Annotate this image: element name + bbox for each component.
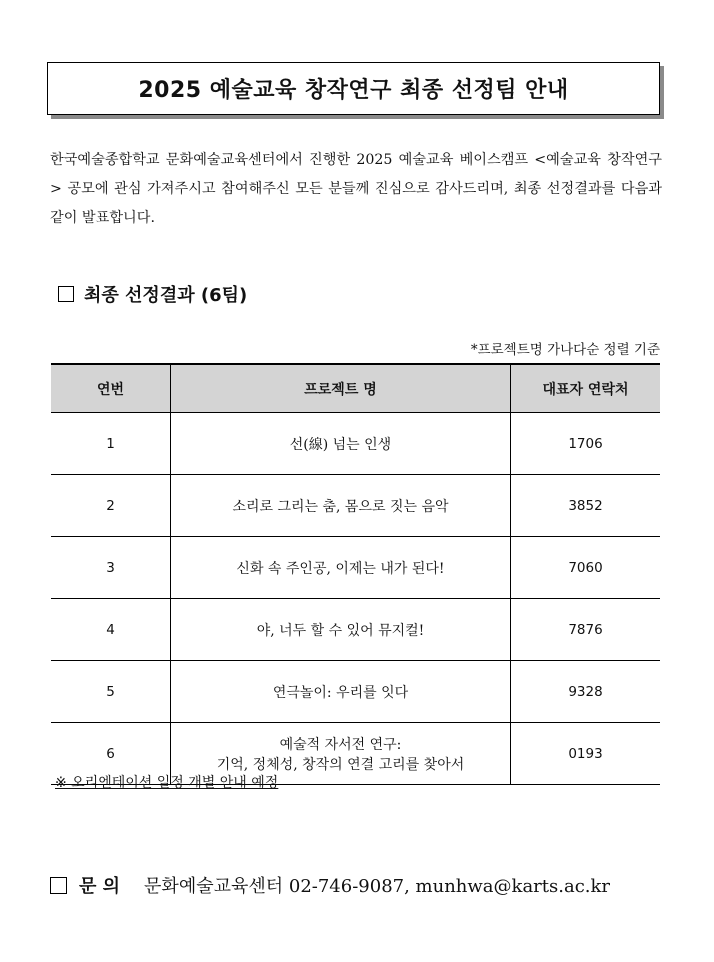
project-line-2: 기억, 정체성, 창작의 연결 고리를 찾아서 <box>216 756 465 773</box>
row-contact: 3852 <box>511 475 661 537</box>
header-contact: 대표자 연락처 <box>511 364 661 413</box>
row-no: 5 <box>51 661 171 723</box>
table-row <box>51 537 660 599</box>
row-contact: 7060 <box>511 537 661 599</box>
table-row <box>51 661 660 723</box>
orientation-note: ※ 오리엔테이션 일정 개별 안내 예정 <box>55 775 279 791</box>
row-no: 4 <box>51 599 171 661</box>
header-no: 연번 <box>51 364 171 413</box>
row-no: 6 <box>51 723 171 785</box>
contact-label-group <box>50 872 120 898</box>
table-row <box>51 599 660 661</box>
contact-line <box>50 872 610 898</box>
table-header-row <box>51 364 660 413</box>
page-title: 2025 예술교육 창작연구 최종 선정팀 안내 <box>138 78 569 103</box>
section-title: 최종 선정결과 (6팀) <box>84 285 248 306</box>
contact-label: 문 의 <box>79 876 121 897</box>
row-no: 1 <box>51 413 171 475</box>
table-row <box>51 413 660 475</box>
table-row <box>51 475 660 537</box>
intro-paragraph: 한국예술종합학교 문화예술교육센터에서 진행한 2025 예술교육 베이스캠프 <예술교육 창작연구> 공모에 관심 가져주시고 참여해주신 모든 분들께 진심으로 감사드리며, 최종 선정결과를 다음과 같이 발표합니다. <box>50 152 662 226</box>
row-project: 신화 속 주인공, 이제는 내가 된다! <box>171 537 511 599</box>
row-project: 야, 너두 할 수 있어 뮤지컬! <box>171 599 511 661</box>
row-project: 소리로 그리는 춤, 몸으로 짓는 음악 <box>171 475 511 537</box>
row-no: 3 <box>51 537 171 599</box>
results-table <box>51 363 660 785</box>
header-project: 프로젝트 명 <box>171 364 511 413</box>
project-line-1: 예술적 자서전 연구: <box>279 736 402 753</box>
square-bullet-icon <box>58 286 74 302</box>
row-no: 2 <box>51 475 171 537</box>
square-bullet-icon <box>50 877 67 894</box>
sort-note: *프로젝트명 가나다순 정렬 기준 <box>470 342 660 358</box>
contact-text: 문화예술교육센터 02-746-9087, munhwa@karts.ac.kr <box>144 876 611 897</box>
row-contact: 7876 <box>511 599 661 661</box>
row-contact: 1706 <box>511 413 661 475</box>
title-box <box>47 62 660 115</box>
row-contact: 0193 <box>511 723 661 785</box>
row-project: 연극놀이: 우리를 잇다 <box>171 661 511 723</box>
row-contact: 9328 <box>511 661 661 723</box>
section-heading <box>58 281 247 307</box>
row-project: 선(線) 넘는 인생 <box>171 413 511 475</box>
